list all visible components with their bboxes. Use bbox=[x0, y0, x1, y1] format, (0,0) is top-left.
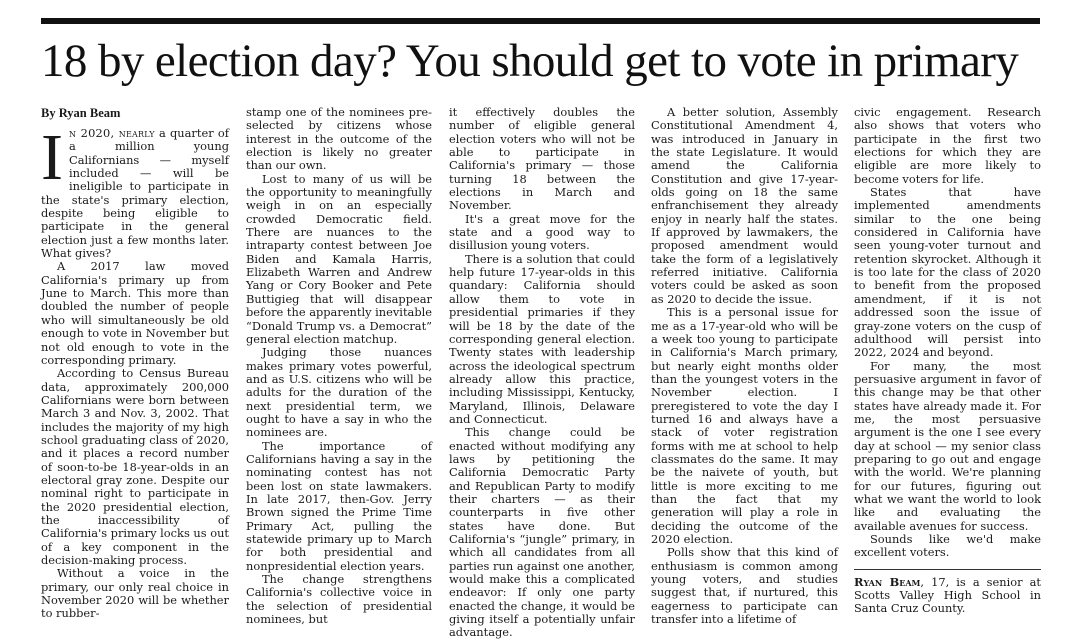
article-column-2 bbox=[246, 106, 432, 626]
author-bio-text: , 17, is a senior at Scotts Valley High School in Santa Cruz County. bbox=[854, 574, 1041, 616]
article-column-3 bbox=[449, 106, 635, 640]
article-column-4 bbox=[651, 106, 838, 626]
paragraph: stamp one of the nominees pre-selected by citizens whose interest in the outcome of the election is likely no greater than our own. bbox=[246, 105, 432, 173]
paragraph: The change strengthens California's collective voice in the selection of presidential nominees, but bbox=[246, 572, 432, 627]
paragraph: Judging those nuances makes primary votes powerful, and as U.S. citizens who will be adults for the duration of the next presidential term, we ought to have a say in who the nominees are. bbox=[246, 345, 432, 440]
lead-in: n 2020, nearly bbox=[68, 126, 155, 140]
paragraph: A 2017 law moved California's primary up from June to March. This more than doubled the number of people who will simultaneously be old enough to vote in November but not old enough to vote in the corresponding primary. bbox=[41, 259, 229, 367]
lead-paragraph bbox=[41, 121, 229, 261]
article-column-1 bbox=[41, 106, 229, 621]
paragraph: There is a solution that could help future 17-year-olds in this quandary: California should allow them to vote in presidential primaries if they will be 18 by the date of the corresponding general election. Twenty states with leadership across the ideological spectrum already allow this practice, including Mississippi, Kentucky, Maryland, Illinois, Delaware and Connecticut. bbox=[449, 251, 635, 426]
paragraph: Without a voice in the primary, our only real choice in November 2020 will be whether to rubber- bbox=[41, 566, 229, 621]
byline: By Ryan Beam bbox=[41, 106, 121, 120]
paragraph: A better solution, Assembly Constitutional Amendment 4, was introduced in January in the state Legislature. It would amend the California Constitution and give 17-year-olds going on 18 the same enfranchisement they already enjoy in nearly half the states. If approved by lawmakers, the proposed amendment would take the form of a legislatively referred initiative. California voters could be asked as soon as 2020 to decide the issue. bbox=[651, 105, 838, 306]
paragraph: it effectively doubles the number of eligible general election voters who will not be able to participate in California's primary — those turning 18 between the elections in March and November. bbox=[449, 105, 635, 213]
paragraph: Sounds like we'd make excellent voters. bbox=[854, 532, 1041, 560]
author-name: Ryan Beam bbox=[854, 574, 921, 589]
paragraph: States that have implemented amendments similar to the one being considered in California have seen young-voter turnout and retention skyrocket. Although it is too late for the class of 2020 to benefit from the proposed amendment, if it is not addressed soon the issue of gray-zone voters on the cusp of adulthood will persist into 2022, 2024 and beyond. bbox=[854, 185, 1041, 360]
paragraph: civic engagement. Research also shows that voters who participate in the first two elections for which they are eligible are more likely to become voters for life. bbox=[854, 105, 1041, 186]
author-bio bbox=[854, 576, 1041, 616]
paragraph: This is a personal issue for me as a 17-year-old who will be a week too young to participate in California's March primary, but nearly eight months older than the youngest voters in the November election. I preregistered to vote the day I turned 16 and always have a stack of voter registration forms with me at school to help classmates do the same. It may be the naivete of youth, but little is more exciting to me than the fact that my generation will play a role in deciding the outcome of the 2020 election. bbox=[651, 305, 838, 546]
paragraph: It's a great move for the state and a good way to disillusion young voters. bbox=[449, 211, 635, 253]
paragraph: This change could be enacted without modifying any laws by petitioning the California Democratic Party and Republican Party to modify their charters — as their counterparts in five other states have done. But California's “jungle” primary, in which all candidates from all parties run against one another, would make this a complicated endeavor: If only one party enacted the change, it would be giving itself a potentially unfair advantage. bbox=[449, 425, 635, 640]
paragraph-text: a quarter of a million young Californians — myself included — will be ineligible to participate in the state's primary election, despite being eligible to participate in the general election just a few months later. What gives? bbox=[41, 126, 229, 261]
paragraph: According to Census Bureau data, approximately 200,000 Californians were born between March 3 and Nov. 3, 2002. That includes the majority of my high school graduating class of 2020, and it places a record number of soon-to-be 18-year-olds in an electoral gray zone. Despite our nominal right to participate in the 2020 presidential election, the inaccessibility of California's primary locks us out of a key component in the decision-making process. bbox=[41, 366, 229, 567]
drop-cap: I bbox=[41, 121, 63, 194]
paragraph: The importance of Californians having a say in the nominating contest has not been lost on state lawmakers. In late 2017, then-Gov. Jerry Brown signed the Prime Time Primary Act, pulling the statewide primary up to March for both presidential and nonpresidential election years. bbox=[246, 438, 432, 573]
paragraph: Polls show that this kind of enthusiasm is common among young voters, and studies suggest that, if nurtured, this eagerness to participate can transfer into a lifetime of bbox=[651, 545, 838, 627]
article-column-5 bbox=[854, 106, 1041, 616]
paragraph: For many, the most persuasive argument in favor of this change may be that other states have already made it. For me, the most persuasive argument is the one I see every day at school — my senior class preparing to go out and engage with the world. We're planning for our futures, figuring out what we want the world to look like and evaluating the available avenues for success. bbox=[854, 358, 1041, 533]
paragraph: Lost to many of us will be the opportunity to meaningfully weigh in on an especially crowded Democratic field. There are nuances to the intraparty contest between Joe Biden and Kamala Harris, Elizabeth Warren and Andrew Yang or Cory Booker and Pete Buttigieg that will disappear before the apparently inevitable “Donald Trump vs. a Democrat” general election matchup. bbox=[246, 171, 432, 346]
bio-divider bbox=[854, 569, 1041, 570]
top-rule bbox=[41, 18, 1040, 24]
headline: 18 by election day? You should get to vote in primary bbox=[41, 35, 1019, 87]
